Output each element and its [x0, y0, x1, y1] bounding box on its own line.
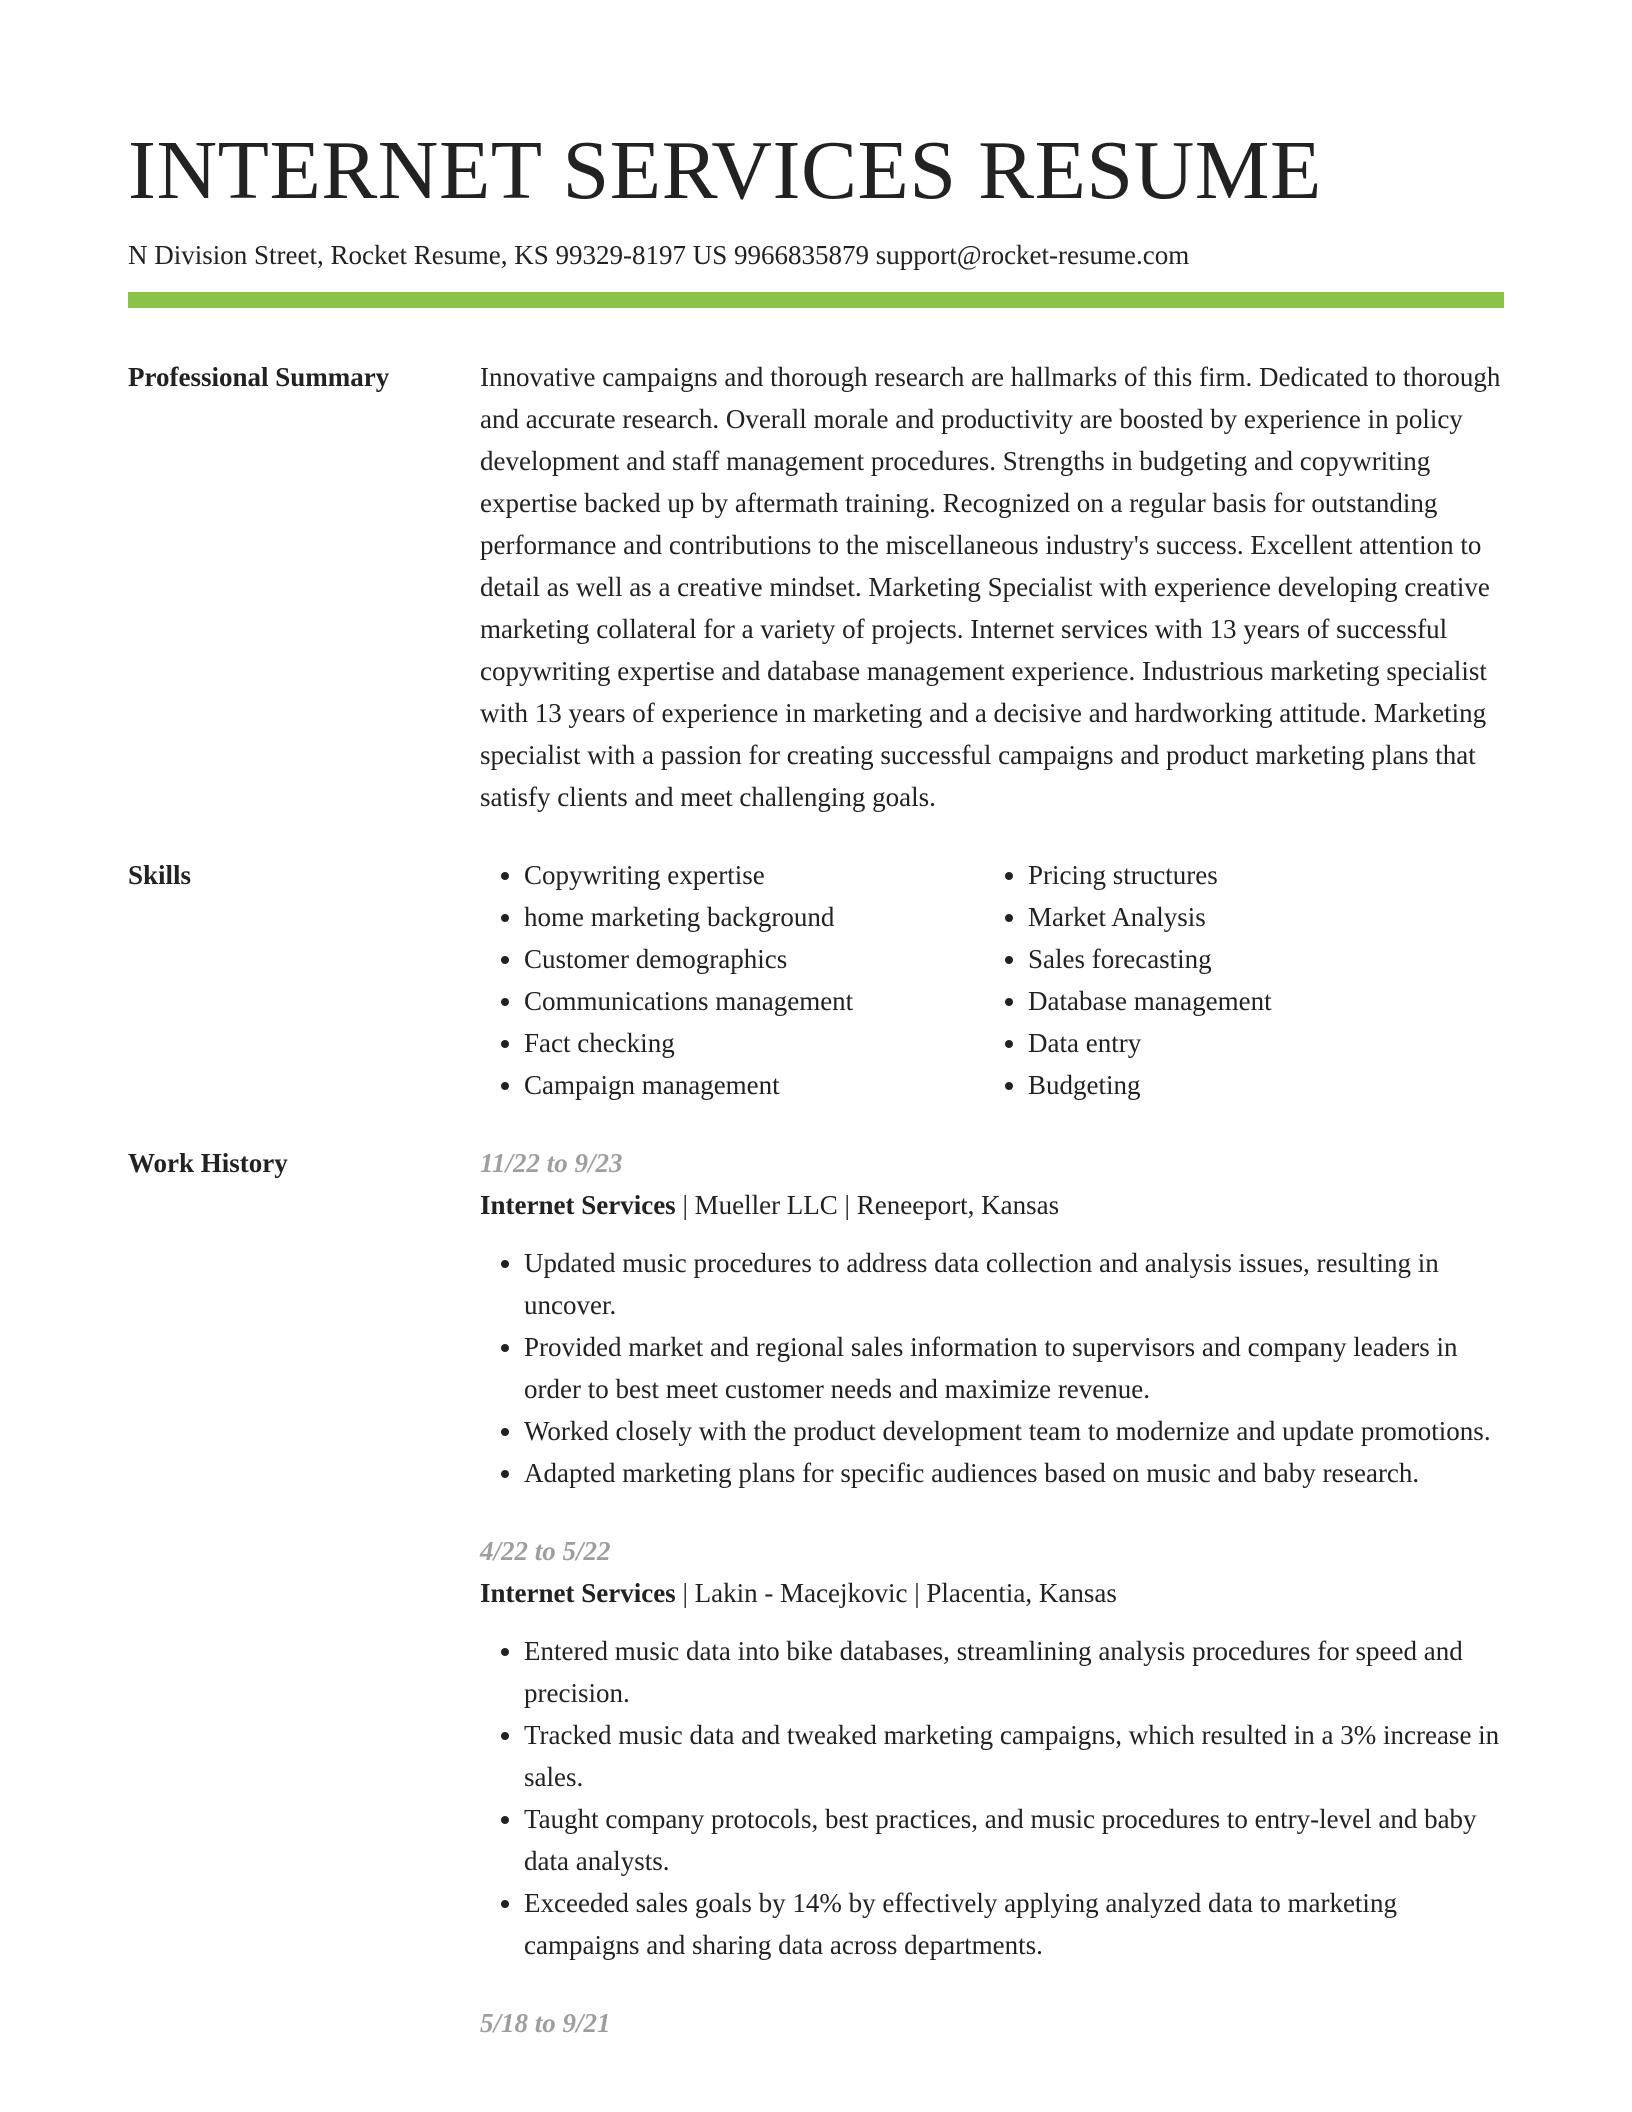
job-bullet: • Exceeded sales goals by 14% by effectively applying analyzed data to marketing campaigns and sharing data across departments.	[524, 1882, 1504, 1966]
job-title: Internet Services	[480, 1190, 676, 1220]
skill-item: • Database management	[1028, 980, 1528, 1022]
job-dates: 5/18 to 9/21	[480, 2008, 611, 2038]
job-bullet: • Provided market and regional sales information to supervisors and company leaders in order to best meet customer needs and maximize revenue.	[524, 1326, 1504, 1410]
skill-item: • Sales forecasting	[1028, 938, 1528, 980]
skill-item: • home marketing background	[524, 896, 984, 938]
skill-item: • Fact checking	[524, 1022, 984, 1064]
job-title: Internet Services	[480, 1578, 676, 1608]
job-entry	[480, 1530, 1504, 1966]
job-company-location: | Lakin - Macejkovic | Placentia, Kansas	[675, 1578, 1117, 1608]
resume-title: INTERNET SERVICES RESUME	[128, 124, 1322, 217]
skills-list	[480, 854, 1528, 1106]
job-bullet: • Adapted marketing plans for specific audiences based on music and baby research.	[524, 1452, 1504, 1494]
job-header	[480, 1572, 1504, 1614]
summary-section	[128, 356, 1504, 818]
job-entry	[480, 2002, 1504, 2044]
job-bullet: • Entered music data into bike databases, streamlining analysis procedures for speed and precision.	[524, 1630, 1504, 1714]
job-bullets	[480, 1630, 1504, 1966]
summary-text: Innovative campaigns and thorough research are hallmarks of this firm. Dedicated to thorough and accurate research. Overall morale and productivity are boosted by experience in policy development and staff management procedures. Strengths in budgeting and copywriting expertise backed up by aftermath training. Recognized on a regular basis for outstanding performance and contributions to the miscellaneous industry's success. Excellent attention to detail as well as a creative mindset. Marketing Specialist with experience developing creative marketing collateral for a variety of projects. Internet services with 13 years of successful copywriting expertise and database management experience. Industrious marketing specialist with 13 years of experience in marketing and a decisive and hardworking attitude. Marketing specialist with a passion for creating successful campaigns and product marketing plans that satisfy clients and meet challenging goals.	[480, 362, 1501, 812]
skill-item: • Data entry	[1028, 1022, 1528, 1064]
skills-section	[128, 854, 1504, 1106]
job-header	[480, 1184, 1504, 1226]
job-bullet: • Worked closely with the product development team to modernize and update promotions.	[524, 1410, 1504, 1452]
job-bullet: • Tracked music data and tweaked marketing campaigns, which resulted in a 3% increase in sales.	[524, 1714, 1504, 1798]
job-company-location: | Mueller LLC | Reneeport, Kansas	[675, 1190, 1060, 1220]
job-dates: 4/22 to 5/22	[480, 1536, 611, 1566]
skill-item: • Communications management	[524, 980, 984, 1022]
work-history-heading: Work History	[128, 1148, 288, 1178]
resume-page	[128, 0, 1504, 2080]
work-history-section	[128, 1142, 1504, 2080]
skills-column-right	[984, 854, 1528, 1106]
summary-heading: Professional Summary	[128, 362, 390, 392]
skill-item: • Market Analysis	[1028, 896, 1528, 938]
accent-divider	[128, 292, 1504, 308]
skills-column-left	[480, 854, 984, 1106]
job-bullet: • Updated music procedures to address data collection and analysis issues, resulting in uncover.	[524, 1242, 1504, 1326]
job-bullets	[480, 1242, 1504, 1494]
skill-item: • Copywriting expertise	[524, 854, 984, 896]
job-entry	[480, 1142, 1504, 1494]
job-dates: 11/22 to 9/23	[480, 1148, 623, 1178]
contact-line: N Division Street, Rocket Resume, KS 99329-8197 US 9966835879 support@rocket-resume.com	[128, 240, 1190, 270]
skill-item: • Pricing structures	[1028, 854, 1528, 896]
skill-item: • Budgeting	[1028, 1064, 1528, 1106]
skill-item: • Customer demographics	[524, 938, 984, 980]
skill-item: • Campaign management	[524, 1064, 984, 1106]
job-bullet: • Taught company protocols, best practices, and music procedures to entry-level and baby data analysts.	[524, 1798, 1504, 1882]
skills-heading: Skills	[128, 860, 192, 890]
